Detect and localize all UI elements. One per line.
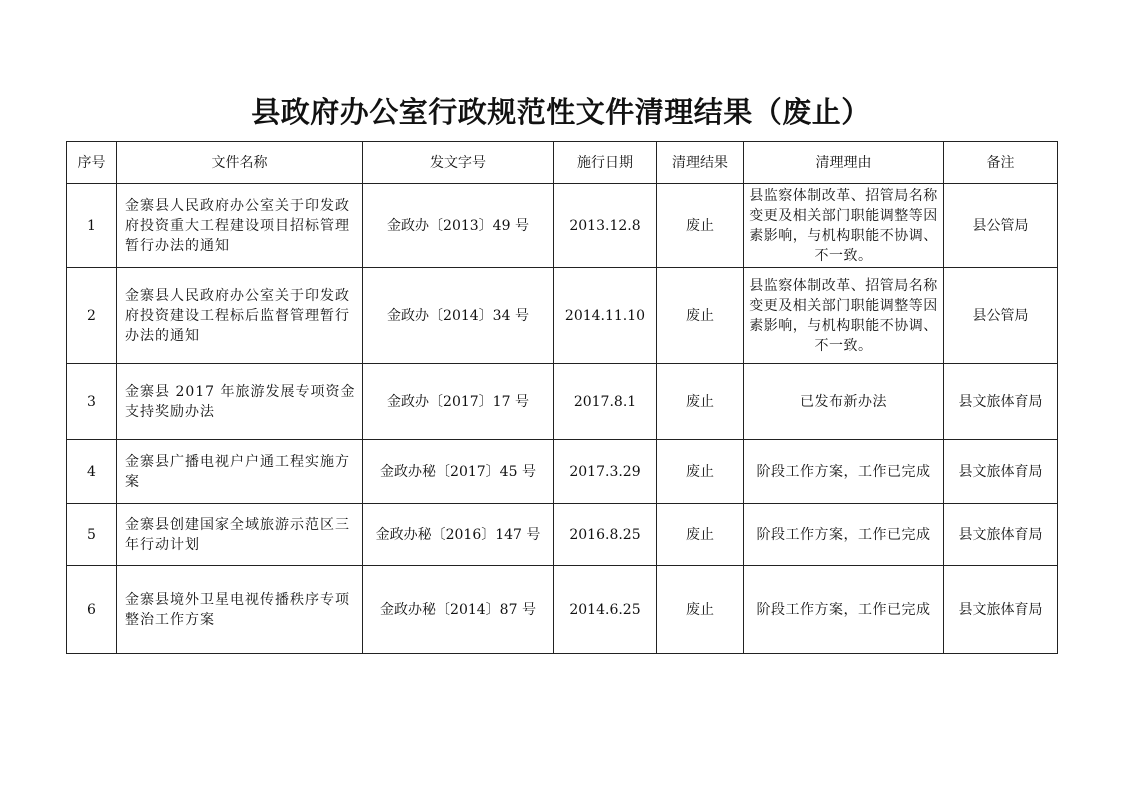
cell-name: 金寨县人民政府办公室关于印发政府投资重大工程建设项目招标管理暂行办法的通知 [117, 184, 363, 268]
cell-result: 废止 [657, 440, 744, 504]
header-name: 文件名称 [117, 142, 363, 184]
cell-result: 废止 [657, 364, 744, 440]
table-row [67, 504, 1058, 566]
cell-remark: 县文旅体育局 [944, 440, 1058, 504]
cell-seq: 1 [67, 184, 117, 268]
header-effective-date: 施行日期 [554, 142, 657, 184]
cell-doc-number: 金政办〔2013〕49 号 [363, 184, 554, 268]
cell-doc-number: 金政办〔2017〕17 号 [363, 364, 554, 440]
cell-remark: 县文旅体育局 [944, 364, 1058, 440]
table-row [67, 364, 1058, 440]
cell-name: 金寨县 2017 年旅游发展专项资金支持奖励办法 [117, 364, 363, 440]
table-row [67, 566, 1058, 654]
header-reason: 清理理由 [744, 142, 944, 184]
header-seq: 序号 [67, 142, 117, 184]
table-row [67, 440, 1058, 504]
cell-seq: 2 [67, 268, 117, 364]
cell-effective-date: 2017.3.29 [554, 440, 657, 504]
table-header-row [67, 142, 1058, 184]
cell-name: 金寨县境外卫星电视传播秩序专项整治工作方案 [117, 566, 363, 654]
cell-name: 金寨县广播电视户户通工程实施方案 [117, 440, 363, 504]
cell-result: 废止 [657, 184, 744, 268]
cell-remark: 县文旅体育局 [944, 566, 1058, 654]
header-doc-number: 发文字号 [363, 142, 554, 184]
cell-reason: 县监察体制改革、招管局名称变更及相关部门职能调整等因素影响，与机构职能不协调、不一致。 [744, 268, 944, 364]
cleanup-results-table [66, 141, 1058, 654]
cell-effective-date: 2014.6.25 [554, 566, 657, 654]
page-title: 县政府办公室行政规范性文件清理结果（废止） [251, 95, 871, 129]
table-row [67, 184, 1058, 268]
header-result: 清理结果 [657, 142, 744, 184]
cell-remark: 县公管局 [944, 184, 1058, 268]
cell-reason: 县监察体制改革、招管局名称变更及相关部门职能调整等因素影响，与机构职能不协调、不一致。 [744, 184, 944, 268]
cell-name: 金寨县创建国家全域旅游示范区三年行动计划 [117, 504, 363, 566]
cell-effective-date: 2014.11.10 [554, 268, 657, 364]
cell-reason: 阶段工作方案，工作已完成 [744, 504, 944, 566]
cell-reason: 已发布新办法 [744, 364, 944, 440]
cell-seq: 5 [67, 504, 117, 566]
cell-result: 废止 [657, 566, 744, 654]
cell-name: 金寨县人民政府办公室关于印发政府投资建设工程标后监督管理暂行办法的通知 [117, 268, 363, 364]
cell-doc-number: 金政办秘〔2017〕45 号 [363, 440, 554, 504]
cell-doc-number: 金政办〔2014〕34 号 [363, 268, 554, 364]
table-row [67, 268, 1058, 364]
cell-seq: 6 [67, 566, 117, 654]
cell-doc-number: 金政办秘〔2016〕147 号 [363, 504, 554, 566]
cell-seq: 4 [67, 440, 117, 504]
cell-reason: 阶段工作方案，工作已完成 [744, 440, 944, 504]
cell-effective-date: 2016.8.25 [554, 504, 657, 566]
cell-effective-date: 2017.8.1 [554, 364, 657, 440]
cell-remark: 县公管局 [944, 268, 1058, 364]
cell-result: 废止 [657, 268, 744, 364]
cell-effective-date: 2013.12.8 [554, 184, 657, 268]
cell-reason: 阶段工作方案，工作已完成 [744, 566, 944, 654]
cell-seq: 3 [67, 364, 117, 440]
cell-result: 废止 [657, 504, 744, 566]
cell-doc-number: 金政办秘〔2014〕87 号 [363, 566, 554, 654]
header-remark: 备注 [944, 142, 1058, 184]
cell-remark: 县文旅体育局 [944, 504, 1058, 566]
